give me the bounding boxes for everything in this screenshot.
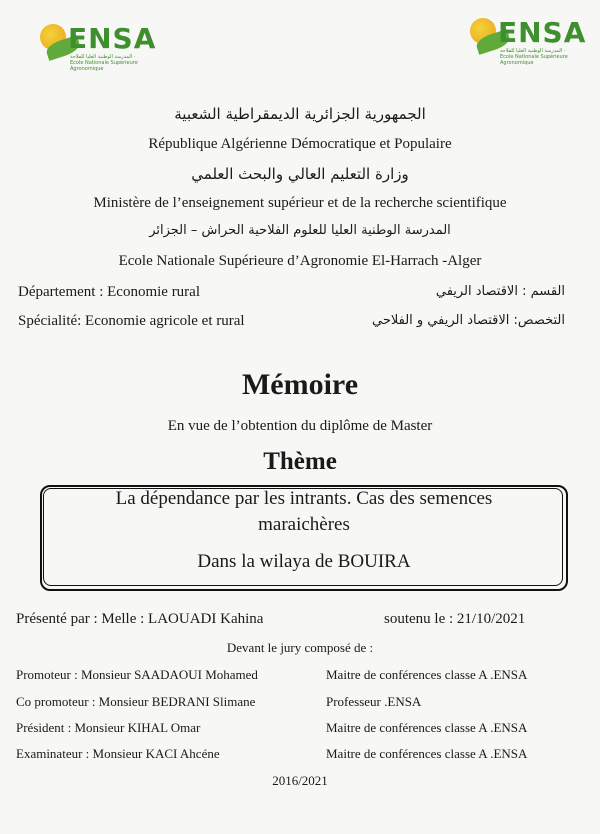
memoire-title: Mémoire <box>241 368 359 401</box>
department-arabic: القسم : الاقتصاد الريفي <box>435 284 565 299</box>
logo-subtext: المدرسة الوطنية العليا للفلاحة · Ecole Nationale Supérieure Agronomique <box>500 48 568 66</box>
logo-subtext: المدرسة الوطنية العليا للفلاحة · Ecole Nationale Supérieure Agronomique <box>70 54 138 72</box>
defense-date: soutenu le : 21/10/2021 <box>384 611 526 627</box>
logo-text: ENSA <box>68 22 157 55</box>
ensa-logo-left <box>40 14 157 74</box>
theme-line-1: La dépendance par les intrants. Cas des semences <box>115 488 493 509</box>
department-french: Département : Economie rural <box>18 284 201 300</box>
ensa-logo-right <box>470 8 587 68</box>
speciality-french: Spécialité: Economie agricole et rural <box>18 313 245 329</box>
jury-role: Co promoteur : Monsieur BEDRANI Slimane <box>16 694 256 709</box>
jury-role: Promoteur : Monsieur SAADAOUI Mohamed <box>16 667 258 682</box>
jury-role: Examinateur : Monsieur KACI Ahcéne <box>16 746 220 761</box>
academic-year: 2016/2021 <box>272 773 328 788</box>
republic-french: République Algérienne Démocratique et Populaire <box>148 136 452 152</box>
jury-title: Professeur .ENSA <box>326 694 422 709</box>
ministry-french: Ministère de l’enseignement supérieur et de la recherche scientifique <box>93 195 507 211</box>
jury-title: Maitre de conférences classe A .ENSA <box>326 746 528 761</box>
republic-arabic: الجمهورية الجزائرية الديمقراطية الشعبية <box>174 105 426 123</box>
school-french: Ecole Nationale Supérieure d’Agronomie El-Harrach -Alger <box>118 253 482 269</box>
speciality-arabic: التخصص: الاقتصاد الريفي و الفلاحي <box>371 313 565 328</box>
theme-line-2: maraichères <box>258 514 350 535</box>
jury-intro: Devant le jury composé de : <box>226 640 374 655</box>
theme-label: Thème <box>263 448 337 475</box>
presented-by: Présenté par : Melle : LAOUADI Kahina <box>16 611 264 627</box>
jury-title: Maitre de conférences classe A .ENSA <box>326 720 528 735</box>
ministry-arabic: وزارة التعليم العالي والبحث العلمي <box>191 165 409 183</box>
jury-role: Président : Monsieur KIHAL Omar <box>16 720 201 735</box>
school-arabic: المدرسة الوطنية العليا للعلوم الفلاحية الحراش – الجزائر <box>149 223 451 238</box>
memoire-subtitle: En vue de l’obtention du diplôme de Master <box>167 418 433 434</box>
jury-title: Maitre de conférences classe A .ENSA <box>326 667 528 682</box>
logo-text: ENSA <box>498 16 587 49</box>
theme-line-3: Dans la wilaya de BOUIRA <box>197 551 411 572</box>
